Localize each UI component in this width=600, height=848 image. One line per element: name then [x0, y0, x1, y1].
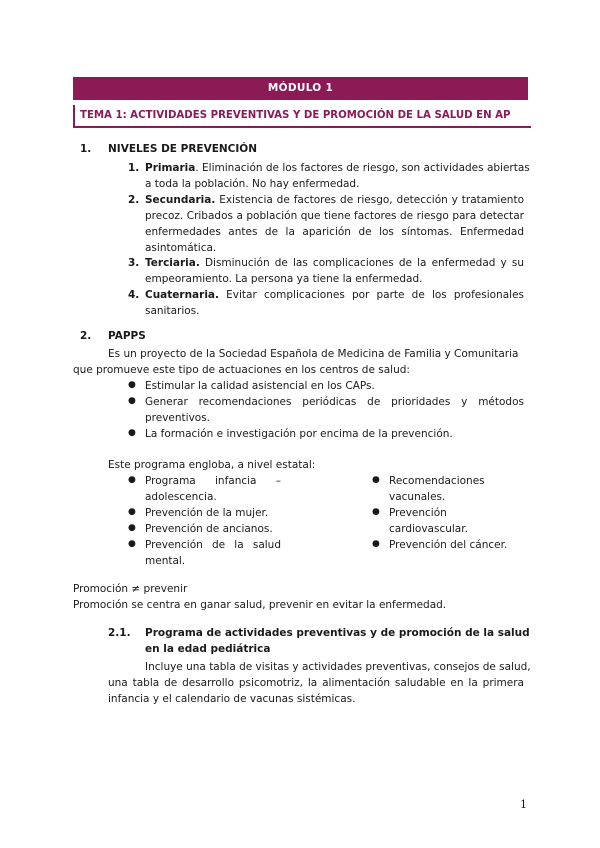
level-1-line-1	[145, 160, 530, 176]
level-2-line-3: enfermedades antes de la aparición de los síntomas. Enfermedad	[145, 226, 524, 238]
level-3-line-2: empeoramiento. La persona ya tiene la enfermedad.	[145, 273, 423, 285]
program-left-4-line-1: Prevención de la salud	[145, 539, 281, 551]
promotion-note-2: Promoción se centra en ganar salud, prevenir en evitar la enfermedad.	[73, 599, 447, 611]
level-4-text: Evitar complicaciones por parte de los profesionales	[219, 289, 524, 301]
bullet-icon: ●	[128, 380, 136, 390]
section-1-title: NIVELES DE PREVENCIÓN	[108, 143, 257, 155]
bullet-icon: ●	[128, 396, 136, 406]
pediatric-body-line-1: Incluye una tabla de visitas y actividades preventivas, consejos de salud,	[145, 661, 531, 673]
level-2-term: Secundaria.	[145, 194, 216, 206]
level-4-number: 4.	[128, 289, 140, 301]
program-intro: Este programa engloba, a nivel estatal:	[108, 459, 316, 471]
pediatric-body-line-2: una tabla de desarrollo psicomotriz, la alimentación saludable en la primera	[108, 677, 524, 689]
bullet-icon: ●	[372, 539, 380, 549]
section-2-1-title-line-2: en la edad pediátrica	[145, 643, 271, 655]
papps-goal-1-line-1: Estimular la calidad asistencial en los CAPs.	[145, 380, 375, 392]
tema-header: TEMA 1: ACTIVIDADES PREVENTIVAS Y DE PROMOCIÓN DE LA SALUD EN AP	[73, 105, 531, 128]
level-4-line-2: sanitarios.	[145, 305, 200, 317]
program-left-2-line-1: Prevención de la mujer.	[145, 507, 269, 519]
bullet-icon: ●	[128, 428, 136, 438]
level-3-line-1	[145, 255, 524, 271]
section-2-number: 2.	[80, 330, 92, 342]
bullet-icon: ●	[128, 523, 136, 533]
program-left-3-line-1: Prevención de ancianos.	[145, 523, 273, 535]
level-1-number: 1.	[128, 162, 140, 174]
papps-goal-2-line-2: preventivos.	[145, 412, 211, 424]
bullet-icon: ●	[372, 507, 380, 517]
level-2-line-4: asintomática.	[145, 242, 217, 254]
promotion-note-1: Promoción ≠ prevenir	[73, 583, 188, 595]
level-3-text: Disminución de las complicaciones de la enfermedad y su	[199, 257, 524, 269]
level-1-line-2: a toda la población. No hay enfermedad.	[145, 178, 360, 190]
bullet-icon: ●	[372, 475, 380, 485]
program-left-1-line-2: adolescencia.	[145, 491, 217, 503]
program-right-1-line-1: Recomendaciones	[389, 475, 485, 487]
program-right-2-line-1: Prevención	[389, 507, 447, 519]
papps-intro-line-1: Es un proyecto de la Sociedad Española de Medicina de Familia y Comunitaria	[108, 348, 519, 360]
section-2-title: PAPPS	[108, 330, 146, 342]
program-right-1-line-2: vacunales.	[389, 491, 446, 503]
level-4-term: Cuaternaria.	[145, 289, 219, 301]
section-2-1-title-line-1: Programa de actividades preventivas y de promoción de la salud	[145, 627, 530, 639]
level-2-number: 2.	[128, 194, 140, 206]
level-2-line-1	[145, 192, 524, 208]
pediatric-body-line-3: infancia y el calendario de vacunas sistémicas.	[108, 693, 356, 705]
program-left-4-line-2: mental.	[145, 555, 186, 567]
module-header: MÓDULO 1	[73, 77, 528, 100]
program-right-2-line-2: cardiovascular.	[389, 523, 468, 535]
level-1-term: Primaria	[145, 162, 196, 174]
level-4-line-1	[145, 287, 524, 303]
level-2-text: Existencia de factores de riesgo, detección y tratamiento	[215, 194, 524, 206]
bullet-icon: ●	[128, 507, 136, 517]
level-3-term: Terciaria.	[145, 257, 200, 269]
page-number: 1	[520, 798, 527, 811]
bullet-icon: ●	[128, 475, 136, 485]
level-1-text: . Eliminación de los factores de riesgo, son actividades abiertas	[195, 162, 530, 174]
papps-goal-3-line-1: La formación e investigación por encima de la prevención.	[145, 428, 453, 440]
papps-intro-line-2: que promueve este tipo de actuaciones en los centros de salud:	[73, 364, 410, 376]
papps-goal-2-line-1: Generar recomendaciones periódicas de prioridades y métodos	[145, 396, 524, 408]
section-1-number: 1.	[80, 143, 92, 155]
program-right-3-line-1: Prevención del cáncer.	[389, 539, 508, 551]
program-left-1-line-1: Programa infancia –	[145, 475, 281, 487]
level-3-number: 3.	[128, 257, 140, 269]
level-2-line-2: precoz. Cribados a población que tiene factores de riesgo para detectar	[145, 210, 524, 222]
section-2-1-number: 2.1.	[108, 627, 131, 639]
bullet-icon: ●	[128, 539, 136, 549]
